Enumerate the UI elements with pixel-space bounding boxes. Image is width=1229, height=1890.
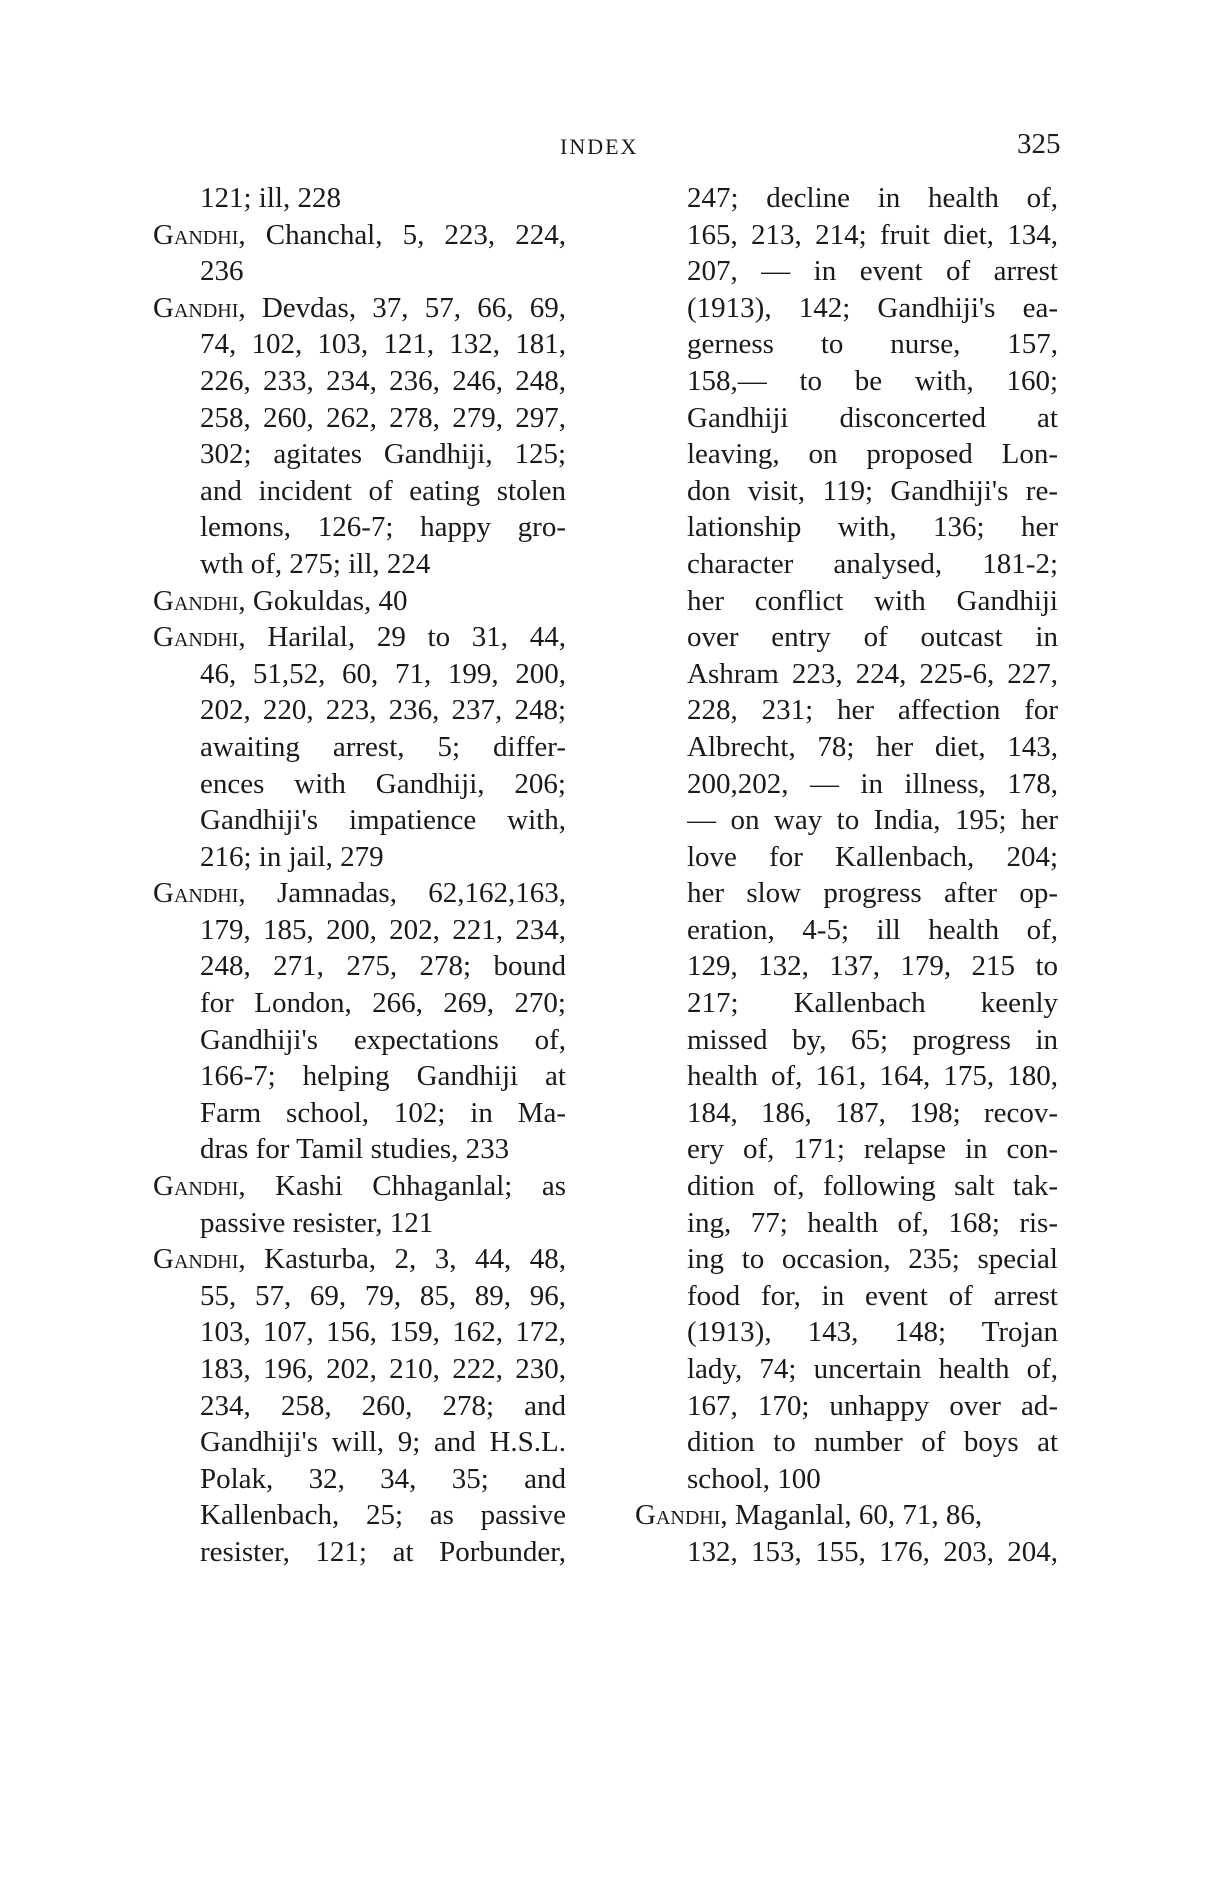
index-entry-line [687, 363, 1058, 400]
entry-text: 166-7; helping Gandhiji at [200, 1060, 566, 1093]
entry-text: 302; agitates Gandhiji, 125; [200, 438, 566, 471]
entry-text: , Kashi Chhaganlal; as [238, 1170, 566, 1203]
entry-surname: Gandhi [153, 218, 239, 251]
entry-text: Albrecht, 78; her diet, 143, [687, 730, 1058, 763]
index-entry-line [200, 1205, 566, 1242]
entry-text: food for, in event of arrest [687, 1279, 1058, 1312]
index-entry-line [200, 509, 566, 546]
entry-text: eration, 4-5; ill health of, [687, 913, 1058, 946]
index-entry-line [200, 766, 566, 803]
entry-text: her conflict with Gandhiji [687, 584, 1058, 617]
index-entry-line [687, 1205, 1058, 1242]
entry-text: Gandhiji's will, 9; and H.S.L. [200, 1426, 566, 1459]
entry-text: school, 100 [687, 1462, 821, 1495]
index-entry-line [687, 436, 1058, 473]
entry-text: Gandhiji disconcerted at [687, 401, 1058, 434]
entry-text: , Gokuldas, 40 [238, 584, 408, 617]
index-entry-line [687, 948, 1058, 985]
entry-text: 165, 213, 214; fruit diet, 134, [687, 218, 1058, 251]
index-entry-line [200, 948, 566, 985]
index-entry-line [200, 1388, 566, 1425]
index-entry-line [687, 1168, 1058, 1205]
index-entry-line [200, 985, 566, 1022]
entry-surname: Gandhi [153, 584, 239, 617]
entry-text: 202, 220, 223, 236, 237, 248; [200, 694, 566, 727]
entry-text: dition of, following salt tak- [687, 1170, 1058, 1203]
entry-text: gerness to nurse, 157, [687, 328, 1058, 361]
entry-text: , Maganlal, 60, 71, 86, [720, 1499, 983, 1532]
index-entry-line [200, 1022, 566, 1059]
index-entry-line [687, 839, 1058, 876]
entry-text: lady, 74; uncertain health of, [687, 1353, 1058, 1385]
index-column-right [635, 180, 1058, 1571]
index-entry-line [687, 912, 1058, 949]
entry-text: Polak, 32, 34, 35; and [200, 1462, 566, 1495]
index-entry-line [687, 509, 1058, 546]
entry-text: — on way to India, 195; her [687, 804, 1058, 837]
entry-text: 258, 260, 262, 278, 279, 297, [200, 401, 566, 434]
index-entry-line [687, 802, 1058, 839]
entry-text: Kallenbach, 25; as passive [200, 1499, 566, 1532]
entry-text: character analysed, 181-2; [687, 547, 1058, 580]
entry-text: ing, 77; health of, 168; ris- [687, 1206, 1058, 1239]
entry-text: , Jamnadas, 62,162,163, [238, 877, 566, 910]
entry-surname: Gandhi [153, 621, 239, 654]
entry-text: Farm school, 102; in Ma- [200, 1096, 566, 1129]
index-entry-line [200, 692, 566, 729]
index-entry-line [687, 583, 1058, 620]
entry-text: 248, 271, 275, 278; bound [200, 950, 566, 983]
entry-surname: Gandhi [153, 291, 239, 324]
index-entry-line [687, 1058, 1058, 1095]
index-entry-line [200, 656, 566, 693]
index-entry-line [687, 217, 1058, 254]
entry-text: , Kasturba, 2, 3, 44, 48, [238, 1243, 566, 1276]
entry-text: 184, 186, 187, 198; recov- [687, 1096, 1058, 1129]
entry-text: 132, 153, 155, 176, 203, 204, [687, 1535, 1058, 1568]
index-entry-line [687, 619, 1058, 656]
entry-text: ences with Gandhiji, 206; [200, 767, 566, 800]
index-entry-line [687, 326, 1058, 363]
index-entry-line [687, 1351, 1058, 1388]
entry-text: lemons, 126-7; happy gro- [200, 511, 566, 544]
entry-text: 167, 170; unhappy over ad- [687, 1389, 1058, 1422]
index-entry-line [687, 1131, 1058, 1168]
entry-text: ing to occasion, 235; special [687, 1243, 1058, 1276]
entry-text: wth of, 275; ill, 224 [200, 547, 431, 580]
running-head: INDEX [560, 134, 639, 159]
index-entry-line [200, 802, 566, 839]
entry-text: 121; ill, 228 [200, 182, 341, 214]
entry-text: 217; Kallenbach keenly [687, 987, 1058, 1020]
entry-text: ery of, 171; relapse in con- [687, 1133, 1058, 1166]
entry-surname: Gandhi [153, 1243, 239, 1276]
entry-text: , Chanchal, 5, 223, 224, [238, 218, 566, 251]
entry-text: Gandhiji's impatience with, [200, 804, 566, 837]
index-entry-line [200, 1314, 566, 1351]
index-entry-heading [153, 217, 566, 254]
index-column-left [153, 180, 566, 1571]
index-entry-line [200, 1131, 566, 1168]
watermark: CWMG XCVI [999, 431, 1131, 1379]
entry-text: 200,202, — in illness, 178, [687, 767, 1058, 800]
entry-text: 226, 233, 234, 236, 246, 248, [200, 364, 566, 397]
index-entry-line [687, 1388, 1058, 1425]
index-entry-line [687, 473, 1058, 510]
entry-text: 247; decline in health of, [687, 182, 1058, 214]
entry-text: 55, 57, 69, 79, 85, 89, 96, [200, 1279, 566, 1312]
entry-text: (1913), 143, 148; Trojan [687, 1316, 1058, 1349]
entry-text: her slow progress after op- [687, 877, 1058, 910]
index-entry-line [200, 363, 566, 400]
index-entry-line [687, 546, 1058, 583]
entry-text: 46, 51,52, 60, 71, 199, 200, [200, 657, 566, 690]
index-entry-line [200, 400, 566, 437]
entry-text: Ashram 223, 224, 225-6, 227, [687, 657, 1058, 690]
entry-text: over entry of outcast in [687, 621, 1058, 654]
entry-text: love for Kallenbach, 204; [687, 840, 1058, 873]
index-entry-line [687, 1314, 1058, 1351]
index-entry-line [200, 180, 566, 217]
index-entry-line [200, 1058, 566, 1095]
entry-text: passive resister, 121 [200, 1206, 434, 1239]
entry-text: 129, 132, 137, 179, 215 to [687, 950, 1058, 983]
entry-text: missed by, 65; progress in [687, 1023, 1058, 1056]
index-entry-line [687, 1095, 1058, 1132]
entry-text: health of, 161, 164, 175, 180, [687, 1060, 1058, 1093]
entry-text: 74, 102, 103, 121, 132, 181, [200, 328, 566, 361]
index-entry-line [200, 729, 566, 766]
index-entry-line [687, 1424, 1058, 1461]
index-entry-line [200, 473, 566, 510]
entry-surname: Gandhi [153, 877, 239, 910]
index-entry-line [200, 1424, 566, 1461]
entry-text: , Devdas, 37, 57, 66, 69, [238, 291, 566, 324]
index-entry-line [687, 985, 1058, 1022]
entry-surname: Gandhi [635, 1499, 721, 1532]
index-entry-line [200, 1095, 566, 1132]
entry-text: leaving, on proposed Lon- [687, 438, 1058, 471]
index-entry-line [687, 180, 1058, 217]
entry-text: awaiting arrest, 5; differ- [200, 730, 566, 763]
index-entry-line [200, 912, 566, 949]
entry-text: (1913), 142; Gandhiji's ea- [687, 291, 1058, 324]
index-entry-line [687, 1534, 1058, 1571]
index-entry-line [687, 766, 1058, 803]
index-entry-heading [635, 1497, 1058, 1534]
index-entry-heading [153, 583, 566, 620]
index-entry-line [200, 839, 566, 876]
entry-text: 179, 185, 200, 202, 221, 234, [200, 913, 566, 946]
entry-text: Gandhiji's expectations of, [200, 1023, 566, 1056]
index-entry-line [687, 1461, 1058, 1498]
entry-text: for London, 266, 269, 270; [200, 987, 566, 1020]
entry-text: don visit, 119; Gandhiji's re- [687, 474, 1058, 507]
entry-text: 158,— to be with, 160; [687, 364, 1058, 397]
index-entry-line [200, 326, 566, 363]
index-entry-heading [153, 1168, 566, 1205]
page-number: 325 [1017, 128, 1061, 160]
index-entry-line [687, 1022, 1058, 1059]
index-entry-line [200, 436, 566, 473]
index-entry-heading [153, 875, 566, 912]
index-entry-line [200, 1461, 566, 1498]
entry-surname: Gandhi [153, 1170, 239, 1203]
index-entry-line [687, 656, 1058, 693]
index-entry-line [200, 253, 566, 290]
entry-text: , Harilal, 29 to 31, 44, [238, 621, 566, 654]
entry-text: and incident of eating stolen [200, 474, 566, 507]
index-entry-line [687, 290, 1058, 327]
index-entry-heading [153, 619, 566, 656]
index-entry-line [687, 1278, 1058, 1315]
index-entry-heading [153, 290, 566, 327]
entry-text: 234, 258, 260, 278; and [200, 1389, 566, 1422]
index-entry-line [200, 546, 566, 583]
index-entry-line [687, 875, 1058, 912]
entry-text: 236 [200, 255, 244, 288]
entry-text: lationship with, 136; her [687, 511, 1058, 544]
entry-text: 103, 107, 156, 159, 162, 172, [200, 1316, 566, 1349]
entry-text: resister, 121; at Porbunder, [200, 1535, 566, 1568]
entry-text: dition to number of boys at [687, 1426, 1058, 1459]
index-entry-line [687, 692, 1058, 729]
index-entry-line [200, 1278, 566, 1315]
index-entry-line [687, 400, 1058, 437]
index-entry-line [687, 729, 1058, 766]
entry-text: 183, 196, 202, 210, 222, 230, [200, 1353, 566, 1385]
index-entry-line [687, 253, 1058, 290]
entry-text: 207, — in event of arrest [687, 255, 1058, 288]
index-entry-line [200, 1497, 566, 1534]
index-entry-line [200, 1534, 566, 1571]
entry-text: 228, 231; her affection for [687, 694, 1058, 727]
entry-text: dras for Tamil studies, 233 [200, 1133, 510, 1166]
index-entry-line [200, 1351, 566, 1388]
index-entry-heading [153, 1241, 566, 1278]
index-entry-line [687, 1241, 1058, 1278]
entry-text: 216; in jail, 279 [200, 840, 384, 873]
